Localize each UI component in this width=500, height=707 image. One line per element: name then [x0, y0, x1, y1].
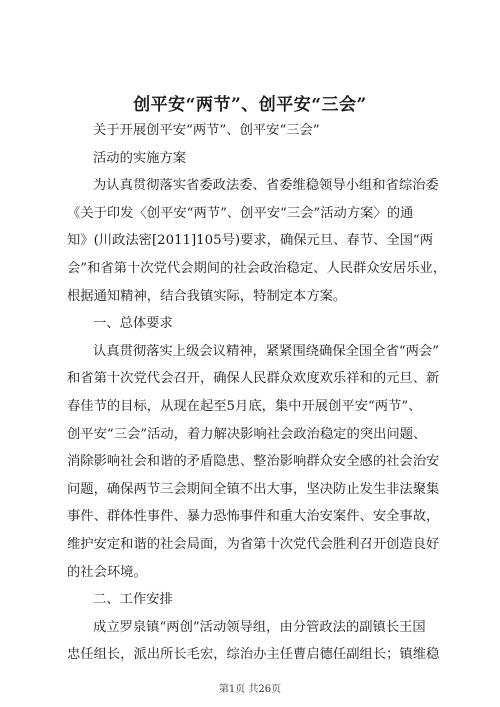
section-heading-1: 一、总体要求	[93, 316, 173, 332]
paragraph-requirements-line: 消除影响社会和谐的矛盾隐患、整治影响群众安全感的社会治安	[67, 454, 440, 470]
document-body	[67, 117, 461, 669]
paragraph-requirements-line: 问题，确保两节三会期间全镇不出大事，坚决防止发生非法聚集	[67, 481, 440, 497]
paragraph-intro-line: 知》(川政法密[2011]105号)要求，确保元旦、春节、全国“两	[67, 233, 434, 249]
paragraph-requirements-line: 春佳节的目标，从现在起至5月底，集中开展创平安“两节”、	[67, 398, 422, 414]
paragraph-intro-line: 《关于印发〈创平安“两节”、创平安“三会”活动方案〉的通	[67, 205, 414, 221]
paragraph-requirements-line: 事件、群体性事件、暴力恐怖事件和重大治安案件、安全事故，	[67, 509, 440, 525]
paragraph-intro-line: 根据通知精神，结合我镇实际，特制定本方案。	[67, 288, 347, 304]
paragraph-requirements-line: 维护安定和谐的社会局面，为省第十次党代会胜利召开创造良好	[67, 536, 440, 552]
paragraph-arrangement-line: 成立罗泉镇“两创”活动领导组，由分管政法的副镇长王国	[93, 619, 426, 635]
paragraph-requirements-line: 创平安“三会”活动，着力解决影响社会政治稳定的突出问题、	[67, 426, 427, 442]
paragraph-intro-line: 会”和省第十次党代会期间的社会政治稳定、人民群众安居乐业，	[67, 260, 447, 276]
document-title: 创平安“两节”、创平安“三会”	[133, 95, 367, 115]
section-heading-2: 二、工作安排	[93, 592, 173, 608]
subtitle-line-1: 关于开展创平安“两节”、创平安“三会”	[93, 123, 320, 138]
page-footer: 第1页 共26页	[218, 684, 282, 695]
paragraph-requirements-line: 的社会环境。	[67, 564, 147, 580]
paragraph-arrangement-line: 忠任组长，派出所长毛宏，综治办主任曹启德任副组长；镇维稳	[67, 647, 440, 663]
paragraph-requirements-line: 和省第十次党代会召开，确保人民群众欢度欢乐祥和的元旦、新	[67, 371, 440, 387]
paragraph-intro-line: 为认真贯彻落实省委政法委、省委维稳领导小组和省综治委	[93, 178, 439, 194]
paragraph-requirements-line: 认真贯彻落实上级会议精神，紧紧围绕确保全国全省“两会”	[93, 343, 440, 359]
subtitle-line-2: 活动的实施方案	[93, 150, 187, 166]
